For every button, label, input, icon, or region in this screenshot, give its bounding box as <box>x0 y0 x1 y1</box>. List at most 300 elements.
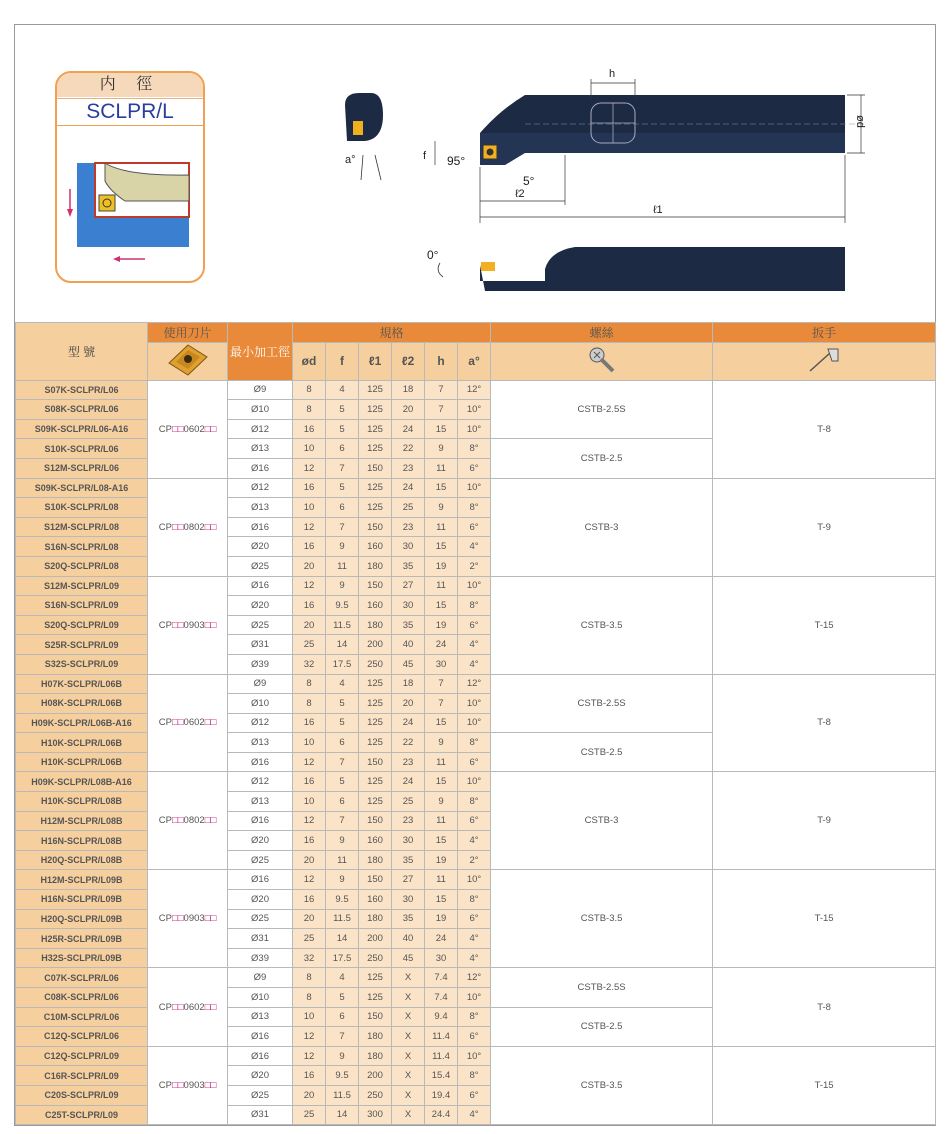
dim-h-label: h <box>609 68 616 80</box>
spec-a-cell: 4° <box>458 948 491 968</box>
spec-l1-cell: 200 <box>359 1066 392 1086</box>
spec-d-cell: 8 <box>293 988 326 1008</box>
table-row <box>16 870 936 890</box>
spec-a-cell: 4° <box>458 537 491 557</box>
model-cell: S20Q-SCLPR/L09 <box>16 615 148 635</box>
model-cell: S16N-SCLPR/L09 <box>16 596 148 616</box>
spec-a-cell: 6° <box>458 1085 491 1105</box>
spec-d-cell: 10 <box>293 439 326 459</box>
spec-d-cell: 20 <box>293 850 326 870</box>
spec-d-cell: 12 <box>293 811 326 831</box>
spec-l1-cell: 125 <box>359 968 392 988</box>
spec-l1-cell: 150 <box>359 870 392 890</box>
col-h: h <box>425 342 458 380</box>
col-d: ød <box>293 342 326 380</box>
spec-h-cell: 19 <box>425 615 458 635</box>
min-bore-cell: Ø20 <box>228 537 293 557</box>
spec-l1-cell: 150 <box>359 517 392 537</box>
spec-l1-cell: 150 <box>359 811 392 831</box>
spec-f-cell: 6 <box>326 1007 359 1027</box>
spec-h-cell: 11 <box>425 811 458 831</box>
spec-f-cell: 5 <box>326 713 359 733</box>
model-cell: H16N-SCLPR/L09B <box>16 890 148 910</box>
spec-d-cell: 25 <box>293 929 326 949</box>
spec-h-cell: 19 <box>425 850 458 870</box>
insert-code-cell: CP□□0602□□ <box>148 674 228 772</box>
spec-l1-cell: 125 <box>359 419 392 439</box>
spec-d-cell: 8 <box>293 674 326 694</box>
min-bore-cell: Ø20 <box>228 890 293 910</box>
spec-l2-cell: 24 <box>392 478 425 498</box>
spec-l2-cell: 35 <box>392 909 425 929</box>
spec-table-body <box>16 380 936 1125</box>
spec-f-cell: 9.5 <box>326 596 359 616</box>
dim-l2-label: ℓ2 <box>515 188 525 200</box>
spec-l1-cell: 160 <box>359 537 392 557</box>
spec-f-cell: 6 <box>326 792 359 812</box>
min-bore-cell: Ø12 <box>228 772 293 792</box>
spec-f-cell: 7 <box>326 811 359 831</box>
spec-a-cell: 6° <box>458 752 491 772</box>
spec-f-cell: 9 <box>326 831 359 851</box>
min-bore-cell: Ø16 <box>228 1046 293 1066</box>
screw-cell: CSTB-2.5 <box>491 1007 713 1046</box>
spec-d-cell: 12 <box>293 1046 326 1066</box>
model-cell: H16N-SCLPR/L08B <box>16 831 148 851</box>
spec-a-cell: 12° <box>458 674 491 694</box>
spec-h-cell: 15 <box>425 537 458 557</box>
spec-d-cell: 16 <box>293 831 326 851</box>
spec-h-cell: 15 <box>425 596 458 616</box>
spec-l1-cell: 160 <box>359 890 392 910</box>
spec-f-cell: 6 <box>326 498 359 518</box>
min-bore-cell: Ø9 <box>228 380 293 400</box>
spec-f-cell: 9.5 <box>326 1066 359 1086</box>
spec-l1-cell: 200 <box>359 929 392 949</box>
spec-a-cell: 4° <box>458 1105 491 1125</box>
model-cell: S10K-SCLPR/L06 <box>16 439 148 459</box>
min-bore-cell: Ø16 <box>228 811 293 831</box>
spec-f-cell: 4 <box>326 968 359 988</box>
model-cell: H20Q-SCLPR/L09B <box>16 909 148 929</box>
spec-l2-cell: X <box>392 988 425 1008</box>
insert-code-cell: CP□□0903□□ <box>148 870 228 968</box>
spec-a-cell: 10° <box>458 419 491 439</box>
wrench-cell: T-9 <box>713 478 936 576</box>
model-cell: H10K-SCLPR/L06B <box>16 752 148 772</box>
spec-l2-cell: 20 <box>392 694 425 714</box>
spec-l2-cell: X <box>392 1046 425 1066</box>
spec-a-cell: 2° <box>458 556 491 576</box>
min-bore-cell: Ø39 <box>228 948 293 968</box>
spec-l1-cell: 180 <box>359 1027 392 1047</box>
col-wrench-header: 扳手 <box>713 323 936 343</box>
spec-l1-cell: 125 <box>359 674 392 694</box>
wrench-cell: T-15 <box>713 1046 936 1124</box>
spec-h-cell: 15 <box>425 478 458 498</box>
spec-f-cell: 11.5 <box>326 615 359 635</box>
model-cell: C10M-SCLPR/L06 <box>16 1007 148 1027</box>
model-cell: H09K-SCLPR/L06B-A16 <box>16 713 148 733</box>
spec-a-cell: 6° <box>458 517 491 537</box>
spec-l1-cell: 200 <box>359 635 392 655</box>
spec-a-cell: 10° <box>458 772 491 792</box>
model-cell: S20Q-SCLPR/L08 <box>16 556 148 576</box>
spec-a-cell: 10° <box>458 694 491 714</box>
min-bore-cell: Ø9 <box>228 674 293 694</box>
spec-h-cell: 7 <box>425 380 458 400</box>
min-bore-cell: Ø13 <box>228 1007 293 1027</box>
spec-l2-cell: X <box>392 1085 425 1105</box>
spec-l2-cell: 23 <box>392 517 425 537</box>
model-cell: H20Q-SCLPR/L08B <box>16 850 148 870</box>
spec-a-cell: 8° <box>458 498 491 518</box>
model-cell: C12Q-SCLPR/L06 <box>16 1027 148 1047</box>
screw-cell: CSTB-2.5S <box>491 968 713 1007</box>
header-row-1 <box>16 323 936 343</box>
min-bore-cell: Ø25 <box>228 556 293 576</box>
spec-l1-cell: 250 <box>359 654 392 674</box>
spec-table <box>15 322 936 1125</box>
spec-l2-cell: X <box>392 1027 425 1047</box>
spec-d-cell: 10 <box>293 1007 326 1027</box>
spec-f-cell: 9 <box>326 537 359 557</box>
model-cell: H07K-SCLPR/L06B <box>16 674 148 694</box>
boring-diagram-icon <box>65 131 195 271</box>
spec-l2-cell: 35 <box>392 615 425 635</box>
col-model-header: 型 號 <box>16 323 148 381</box>
model-cell: S12M-SCLPR/L06 <box>16 458 148 478</box>
spec-l1-cell: 125 <box>359 772 392 792</box>
col-l1: ℓ1 <box>359 342 392 380</box>
spec-f-cell: 11.5 <box>326 909 359 929</box>
spec-f-cell: 11.5 <box>326 1085 359 1105</box>
model-cell: S12M-SCLPR/L09 <box>16 576 148 596</box>
min-bore-cell: Ø25 <box>228 1085 293 1105</box>
spec-l1-cell: 150 <box>359 458 392 478</box>
screw-cell: CSTB-2.5 <box>491 733 713 772</box>
spec-f-cell: 4 <box>326 380 359 400</box>
col-spec-header: 規格 <box>293 323 491 343</box>
spec-h-cell: 7.4 <box>425 988 458 1008</box>
spec-a-cell: 6° <box>458 909 491 929</box>
spec-h-cell: 15 <box>425 831 458 851</box>
wrench-icon <box>713 342 936 380</box>
model-cell: S32S-SCLPR/L09 <box>16 654 148 674</box>
min-bore-cell: Ø16 <box>228 870 293 890</box>
spec-l1-cell: 180 <box>359 1046 392 1066</box>
spec-d-cell: 16 <box>293 537 326 557</box>
model-cell: H08K-SCLPR/L06B <box>16 694 148 714</box>
spec-d-cell: 16 <box>293 772 326 792</box>
spec-l2-cell: 25 <box>392 792 425 812</box>
spec-f-cell: 17.5 <box>326 948 359 968</box>
col-screw-header: 螺絲 <box>491 323 713 343</box>
spec-f-cell: 9 <box>326 870 359 890</box>
spec-l1-cell: 250 <box>359 948 392 968</box>
spec-f-cell: 5 <box>326 400 359 420</box>
spec-a-cell: 4° <box>458 831 491 851</box>
col-f: f <box>326 342 359 380</box>
model-cell: S12M-SCLPR/L08 <box>16 517 148 537</box>
spec-h-cell: 11.4 <box>425 1027 458 1047</box>
spec-l1-cell: 300 <box>359 1105 392 1125</box>
spec-a-cell: 12° <box>458 968 491 988</box>
spec-l2-cell: 35 <box>392 850 425 870</box>
spec-d-cell: 8 <box>293 694 326 714</box>
spec-f-cell: 9 <box>326 1046 359 1066</box>
spec-h-cell: 19.4 <box>425 1085 458 1105</box>
spec-d-cell: 16 <box>293 1066 326 1086</box>
min-bore-cell: Ø12 <box>228 478 293 498</box>
spec-f-cell: 7 <box>326 752 359 772</box>
spec-d-cell: 32 <box>293 948 326 968</box>
spec-h-cell: 11 <box>425 517 458 537</box>
screw-cell: CSTB-3.5 <box>491 870 713 968</box>
col-insert-header: 使用刀片 <box>148 323 228 343</box>
spec-h-cell: 15 <box>425 419 458 439</box>
spec-l2-cell: 18 <box>392 380 425 400</box>
col-minbore-header: 最小加工徑 <box>228 323 293 381</box>
screw-cell: CSTB-2.5 <box>491 439 713 478</box>
spec-l2-cell: X <box>392 968 425 988</box>
spec-l2-cell: 40 <box>392 635 425 655</box>
spec-f-cell: 14 <box>326 929 359 949</box>
wrench-cell: T-15 <box>713 576 936 674</box>
wrench-cell: T-15 <box>713 870 936 968</box>
badge-code: SCLPR/L <box>57 98 203 126</box>
model-cell: H32S-SCLPR/L09B <box>16 948 148 968</box>
spec-l1-cell: 125 <box>359 792 392 812</box>
spec-l2-cell: 35 <box>392 556 425 576</box>
insert-code-cell: CP□□0802□□ <box>148 772 228 870</box>
spec-l2-cell: 27 <box>392 576 425 596</box>
spec-f-cell: 4 <box>326 674 359 694</box>
min-bore-cell: Ø12 <box>228 713 293 733</box>
spec-h-cell: 9 <box>425 498 458 518</box>
col-a: a° <box>458 342 491 380</box>
model-cell: S10K-SCLPR/L08 <box>16 498 148 518</box>
spec-l1-cell: 125 <box>359 380 392 400</box>
spec-h-cell: 11 <box>425 870 458 890</box>
spec-h-cell: 19 <box>425 556 458 576</box>
angle-0-label: 0° <box>427 248 439 262</box>
spec-f-cell: 7 <box>326 458 359 478</box>
insert-code-cell: CP□□0602□□ <box>148 380 228 478</box>
spec-l1-cell: 160 <box>359 831 392 851</box>
min-bore-cell: Ø39 <box>228 654 293 674</box>
spec-d-cell: 12 <box>293 517 326 537</box>
spec-d-cell: 8 <box>293 968 326 988</box>
spec-h-cell: 19 <box>425 909 458 929</box>
model-cell: C07K-SCLPR/L06 <box>16 968 148 988</box>
angle-95-label: 95° <box>447 154 466 168</box>
spec-l2-cell: 40 <box>392 929 425 949</box>
insert-icon <box>148 342 228 380</box>
badge-title: 内 徑 <box>57 73 203 97</box>
spec-a-cell: 6° <box>458 1027 491 1047</box>
spec-l1-cell: 125 <box>359 713 392 733</box>
model-cell: C25T-SCLPR/L09 <box>16 1105 148 1125</box>
spec-l1-cell: 125 <box>359 498 392 518</box>
spec-l2-cell: 27 <box>392 870 425 890</box>
min-bore-cell: Ø13 <box>228 439 293 459</box>
spec-h-cell: 9 <box>425 733 458 753</box>
spec-d-cell: 10 <box>293 792 326 812</box>
spec-f-cell: 11 <box>326 850 359 870</box>
spec-l1-cell: 125 <box>359 439 392 459</box>
spec-h-cell: 9 <box>425 792 458 812</box>
spec-f-cell: 5 <box>326 419 359 439</box>
screw-cell: CSTB-2.5S <box>491 674 713 733</box>
spec-d-cell: 12 <box>293 458 326 478</box>
model-cell: C12Q-SCLPR/L09 <box>16 1046 148 1066</box>
model-cell: S25R-SCLPR/L09 <box>16 635 148 655</box>
spec-d-cell: 12 <box>293 870 326 890</box>
spec-a-cell: 10° <box>458 988 491 1008</box>
spec-l1-cell: 250 <box>359 1085 392 1105</box>
spec-a-cell: 8° <box>458 1007 491 1027</box>
insert-code-cell: CP□□0802□□ <box>148 478 228 576</box>
wrench-cell: T-9 <box>713 772 936 870</box>
spec-h-cell: 15 <box>425 772 458 792</box>
spec-d-cell: 12 <box>293 752 326 772</box>
spec-h-cell: 15 <box>425 713 458 733</box>
spec-f-cell: 5 <box>326 478 359 498</box>
wrench-cell: T-8 <box>713 380 936 478</box>
min-bore-cell: Ø16 <box>228 752 293 772</box>
spec-h-cell: 11 <box>425 752 458 772</box>
model-cell: H10K-SCLPR/L06B <box>16 733 148 753</box>
spec-f-cell: 9.5 <box>326 890 359 910</box>
spec-a-cell: 8° <box>458 733 491 753</box>
spec-l2-cell: X <box>392 1066 425 1086</box>
spec-a-cell: 4° <box>458 654 491 674</box>
spec-d-cell: 20 <box>293 909 326 929</box>
screw-icon <box>491 342 713 380</box>
spec-f-cell: 17.5 <box>326 654 359 674</box>
spec-h-cell: 11 <box>425 458 458 478</box>
spec-a-cell: 4° <box>458 929 491 949</box>
min-bore-cell: Ø25 <box>228 615 293 635</box>
spec-l2-cell: 45 <box>392 654 425 674</box>
model-cell: S09K-SCLPR/L08-A16 <box>16 478 148 498</box>
min-bore-cell: Ø10 <box>228 400 293 420</box>
spec-h-cell: 11 <box>425 576 458 596</box>
dim-d-label: ød <box>854 115 866 128</box>
dim-f-label: f <box>423 150 427 162</box>
min-bore-cell: Ø25 <box>228 909 293 929</box>
spec-d-cell: 8 <box>293 400 326 420</box>
model-cell: C08K-SCLPR/L06 <box>16 988 148 1008</box>
spec-l1-cell: 180 <box>359 615 392 635</box>
spec-h-cell: 30 <box>425 654 458 674</box>
spec-f-cell: 7 <box>326 1027 359 1047</box>
spec-d-cell: 16 <box>293 713 326 733</box>
spec-l2-cell: 30 <box>392 537 425 557</box>
spec-d-cell: 20 <box>293 1085 326 1105</box>
spec-f-cell: 14 <box>326 1105 359 1125</box>
dim-l1-label: ℓ1 <box>653 204 663 216</box>
spec-a-cell: 8° <box>458 596 491 616</box>
spec-l2-cell: 23 <box>392 811 425 831</box>
min-bore-cell: Ø31 <box>228 1105 293 1125</box>
spec-l1-cell: 150 <box>359 752 392 772</box>
spec-l2-cell: 22 <box>392 733 425 753</box>
model-cell: S09K-SCLPR/L06-A16 <box>16 419 148 439</box>
min-bore-cell: Ø31 <box>228 929 293 949</box>
spec-l1-cell: 125 <box>359 478 392 498</box>
model-cell: C16R-SCLPR/L09 <box>16 1066 148 1086</box>
spec-h-cell: 9.4 <box>425 1007 458 1027</box>
spec-d-cell: 10 <box>293 733 326 753</box>
min-bore-cell: Ø10 <box>228 988 293 1008</box>
spec-l2-cell: 23 <box>392 752 425 772</box>
illustration-area <box>15 25 935 321</box>
model-cell: H12M-SCLPR/L08B <box>16 811 148 831</box>
angle-5-label: 5° <box>523 174 535 188</box>
spec-l1-cell: 180 <box>359 909 392 929</box>
model-cell: H10K-SCLPR/L08B <box>16 792 148 812</box>
spec-l1-cell: 180 <box>359 556 392 576</box>
spec-f-cell: 5 <box>326 988 359 1008</box>
spec-a-cell: 6° <box>458 811 491 831</box>
model-cell: S16N-SCLPR/L08 <box>16 537 148 557</box>
min-bore-cell: Ø16 <box>228 1027 293 1047</box>
col-l2: ℓ2 <box>392 342 425 380</box>
spec-l2-cell: 30 <box>392 831 425 851</box>
wrench-cell: T-8 <box>713 674 936 772</box>
spec-d-cell: 12 <box>293 576 326 596</box>
min-bore-cell: Ø13 <box>228 792 293 812</box>
min-bore-cell: Ø20 <box>228 596 293 616</box>
spec-l1-cell: 160 <box>359 596 392 616</box>
spec-l2-cell: 22 <box>392 439 425 459</box>
spec-a-cell: 12° <box>458 380 491 400</box>
spec-a-cell: 2° <box>458 850 491 870</box>
spec-l2-cell: 24 <box>392 419 425 439</box>
spec-l1-cell: 150 <box>359 576 392 596</box>
spec-l1-cell: 150 <box>359 1007 392 1027</box>
table-row <box>16 576 936 596</box>
insert-code-cell: CP□□0903□□ <box>148 1046 228 1124</box>
spec-l2-cell: 45 <box>392 948 425 968</box>
header-row-2 <box>16 342 936 380</box>
spec-d-cell: 25 <box>293 1105 326 1125</box>
spec-l2-cell: 30 <box>392 890 425 910</box>
spec-d-cell: 16 <box>293 890 326 910</box>
spec-h-cell: 24 <box>425 635 458 655</box>
spec-h-cell: 30 <box>425 948 458 968</box>
spec-a-cell: 10° <box>458 1046 491 1066</box>
spec-h-cell: 24.4 <box>425 1105 458 1125</box>
catalog-sheet <box>14 24 936 1126</box>
spec-a-cell: 8° <box>458 1066 491 1086</box>
spec-a-cell: 10° <box>458 400 491 420</box>
spec-l2-cell: 24 <box>392 772 425 792</box>
spec-l2-cell: X <box>392 1105 425 1125</box>
spec-h-cell: 15 <box>425 890 458 910</box>
spec-a-cell: 10° <box>458 870 491 890</box>
spec-h-cell: 7 <box>425 674 458 694</box>
spec-d-cell: 8 <box>293 380 326 400</box>
min-bore-cell: Ø25 <box>228 850 293 870</box>
spec-a-cell: 6° <box>458 615 491 635</box>
spec-h-cell: 9 <box>425 439 458 459</box>
spec-h-cell: 24 <box>425 929 458 949</box>
spec-d-cell: 20 <box>293 615 326 635</box>
spec-a-cell: 6° <box>458 458 491 478</box>
